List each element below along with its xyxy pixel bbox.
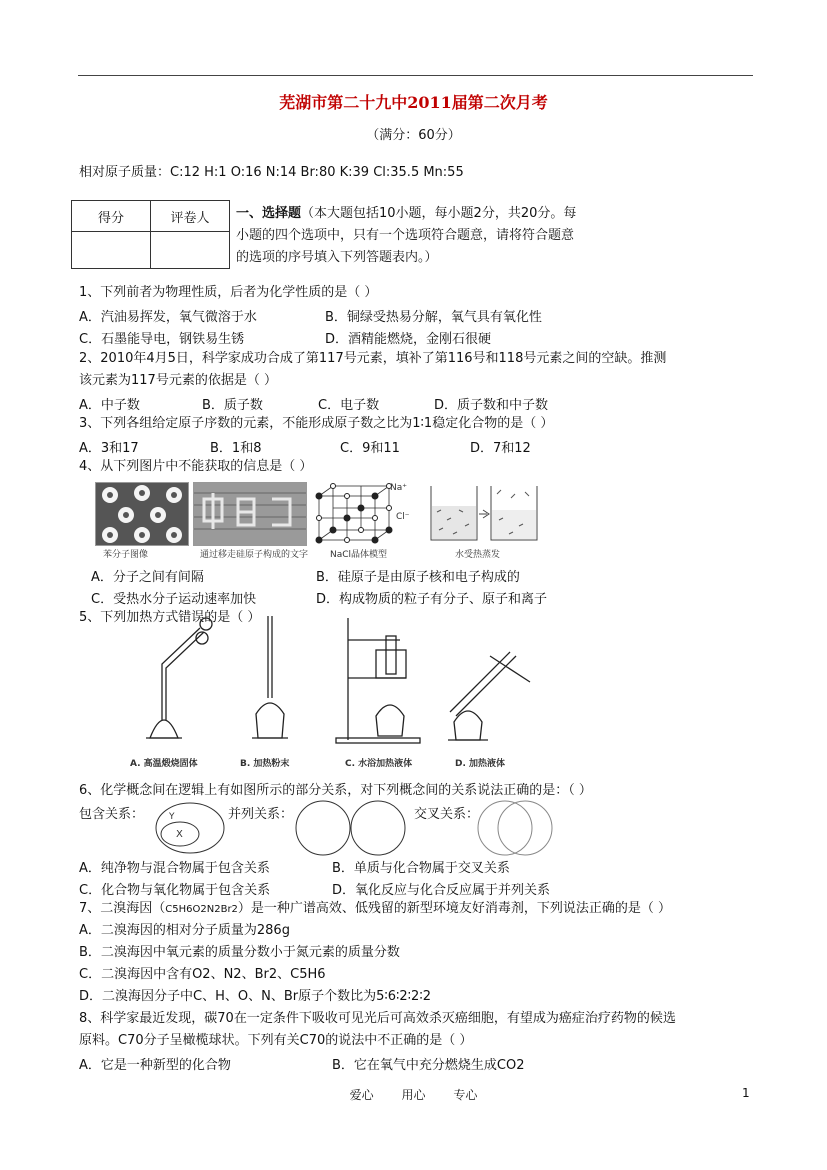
q2-option-d: D．质子数和中子数 (434, 398, 549, 413)
q4-option-d: D．构成物质的粒子有分子、原子和离子 (316, 592, 548, 607)
grader-header: 评卷人 (151, 201, 230, 232)
q1-stem: 1、下列前者为物理性质，后者为化学性质的是（ ） (79, 285, 378, 300)
q7-stem-post: ）是一种广谱高效、低残留的新型环境友好消毒剂，下列说法正确的是（ ） (237, 901, 672, 916)
q8-option-a: A．它是一种新型的化合物 (79, 1058, 231, 1073)
q7-option-a: A．二溴海因的相对分子质量为286g (79, 923, 290, 938)
q2-stem-1: 2、2010年4月5日，科学家成功合成了第117号元素，填补了第116号和118号元素之间的空缺。推测 (79, 351, 667, 366)
q2-option-b: B．质子数 (202, 398, 263, 413)
q5-caption-b: B. 加热粉末 (240, 759, 290, 769)
grader-cell[interactable] (151, 232, 230, 269)
q3-option-d: D．7和12 (470, 441, 531, 456)
q5-caption-c: C. 水浴加热液体 (345, 759, 413, 769)
contain-relation-label: 包含关系： (79, 807, 145, 822)
x-label: X (176, 829, 183, 840)
benzene-image (95, 482, 189, 546)
q8-stem-2: 原料。C70分子呈橄榄球状。下列有关C70的说法中不正确的是（ ） (79, 1033, 473, 1048)
q7-option-b: B．二溴海因中氧元素的质量分数小于氮元素的质量分数 (79, 945, 400, 960)
q4-caption-1: 苯分子图像 (103, 550, 149, 560)
q7-option-d: D．二溴海因分子中C、H、O、N、Br原子个数比为5∶6∶2∶2∶2 (79, 989, 431, 1004)
footer-word-3: 专心 (453, 1088, 478, 1102)
q1-option-b: B．铜绿受热易分解，氧气具有氧化性 (325, 310, 542, 325)
y-label: Y (169, 812, 175, 822)
q5-caption-a: A. 高温煅烧固体 (130, 759, 198, 769)
q6-option-a: A．纯净物与混合物属于包含关系 (79, 861, 270, 876)
na-ion-label: Na⁺ (390, 483, 407, 493)
q3-option-a: A．3和17 (79, 441, 139, 456)
q4-stem: 4、从下列图片中不能获取的信息是（ ） (79, 459, 313, 474)
q5-caption-d: D. 加热液体 (455, 759, 506, 769)
q4-option-c: C．受热水分子运动速率加快 (91, 592, 257, 607)
q3-option-c: C．9和11 (340, 441, 400, 456)
relation-diagrams-icon (150, 800, 560, 860)
q7-stem (79, 900, 671, 919)
q4-caption-2: 通过移走硅原子构成的文字 (200, 550, 309, 560)
q5-stem: 5、下列加热方式错误的是（ ） (79, 610, 261, 625)
section-instructions (236, 203, 586, 269)
score-cell[interactable] (72, 232, 151, 269)
q4-option-a: A．分子之间有间隔 (91, 570, 204, 585)
page-number: 1 (742, 1086, 750, 1100)
heating-apparatus-icon (110, 612, 550, 752)
header-rule (78, 75, 753, 76)
q3-stem: 3、下列各组给定原子序数的元素，不能形成原子数之比为1∶1稳定化合物的是（ ） (79, 416, 554, 431)
water-evaporation-image (425, 480, 545, 544)
score-header: 得分 (72, 201, 151, 232)
q4-caption-3: NaCl晶体模型 (330, 550, 388, 560)
silicon-text-image (193, 482, 307, 546)
q2-option-a: A．中子数 (79, 398, 140, 413)
q6-stem: 6、化学概念间在逻辑上有如图所示的部分关系，对下列概念间的关系说法正确的是：（ ） (79, 783, 592, 798)
beakers-icon (425, 480, 545, 544)
q4-option-b: B．硅原子是由原子核和电子构成的 (316, 570, 520, 585)
parallel-relation-label: 并列关系： (228, 807, 294, 822)
exam-subtitle: （满分：60分） (366, 128, 461, 143)
benzene-dots-icon (96, 483, 188, 545)
q1-option-d: D．酒精能燃烧，金刚石很硬 (325, 332, 492, 347)
silicon-grid-icon (194, 483, 306, 545)
q8-option-b: B．它在氧气中充分燃烧生成CO2 (332, 1058, 525, 1073)
atomic-masses: 相对原子质量：C:12 H:1 O:16 N:14 Br:80 K:39 Cl:35.5 Mn:55 (79, 165, 464, 180)
q2-option-c: C．电子数 (318, 398, 380, 413)
q6-option-d: D．氧化反应与化合反应属于并列关系 (332, 883, 551, 898)
q1-option-a: A．汽油易挥发，氧气微溶于水 (79, 310, 257, 325)
q6-option-c: C．化合物与氧化物属于包含关系 (79, 883, 271, 898)
cross-relation-label: 交叉关系： (414, 807, 480, 822)
score-table (71, 200, 230, 269)
section-label: 一、选择题 (236, 206, 302, 221)
q2-stem-2: 该元素为117号元素的依据是（ ） (79, 373, 277, 388)
q6-option-b: B．单质与化合物属于交叉关系 (332, 861, 510, 876)
cl-ion-label: Cl⁻ (396, 512, 410, 522)
footer-word-2: 用心 (401, 1088, 426, 1102)
q1-option-c: C．石墨能导电，钢铁易生锈 (79, 332, 245, 347)
q4-caption-4: 水受热蒸发 (455, 550, 501, 560)
section-text: （本大题包括10小题，每小题2分，共20分。每小题的四个选项中，只有一个选项符合题意，请将符合题意的选项的序号填入下列答题表内。） (236, 206, 577, 265)
exam-title: 芜湖市第二十九中2011届第二次月考 (279, 93, 548, 112)
q8-stem-1: 8、科学家最近发现，碳70在一定条件下吸收可见光后可高效杀灭癌细胞，有望成为癌症治疗药物的候选 (79, 1011, 676, 1026)
q7-stem-pre: 7、二溴海因（ (79, 901, 166, 916)
q7-option-c: C．二溴海因中含有O2、N2、Br2、C5H6 (79, 967, 326, 982)
q7-formula: C5H6O2N2Br2 (165, 904, 238, 915)
q3-option-b: B．1和8 (210, 441, 262, 456)
footer-word-1: 爱心 (349, 1088, 374, 1102)
page-footer (0, 1086, 827, 1103)
